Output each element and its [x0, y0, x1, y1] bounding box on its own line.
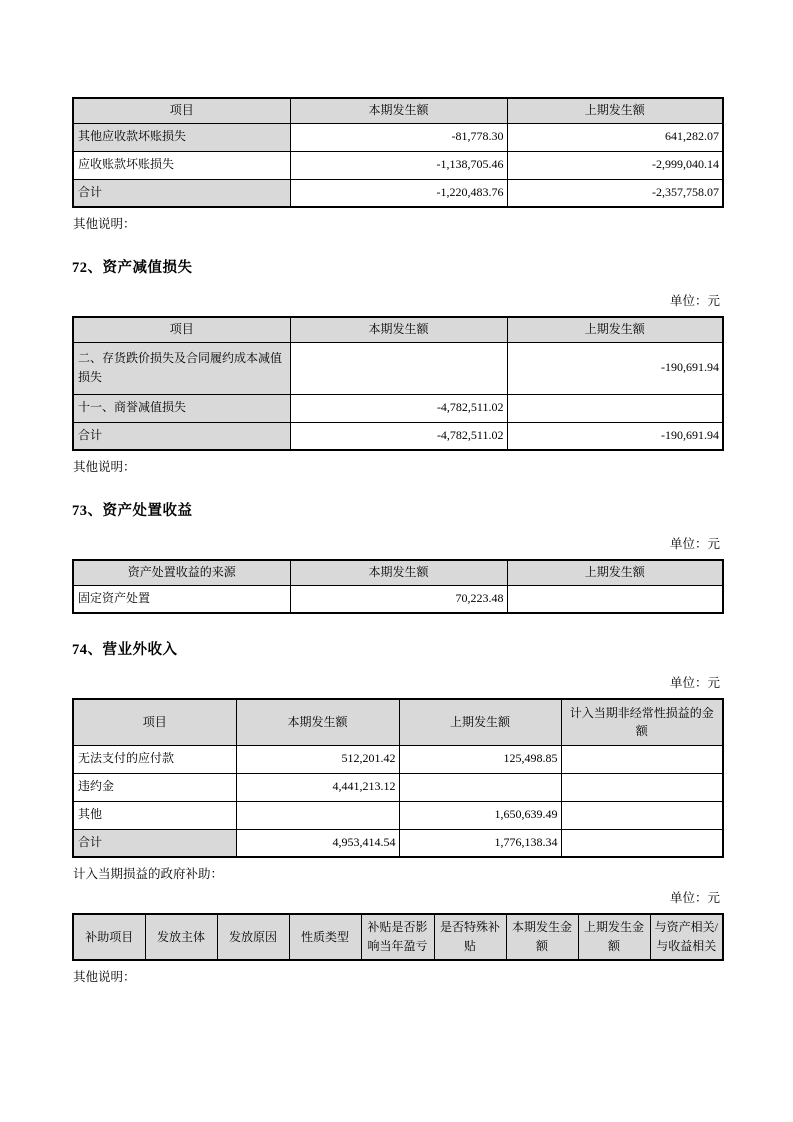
unit-label: 单位：元 — [669, 294, 720, 308]
amount-nonrecurring — [561, 745, 723, 773]
amount-current: -4,782,511.02 — [290, 422, 507, 450]
table-row — [73, 801, 723, 829]
table-row-total — [73, 179, 723, 207]
table-row — [73, 123, 723, 151]
amount-prior: 1,776,138.34 — [399, 829, 561, 857]
gov-grant-intro: 计入当期损益的政府补助： — [73, 867, 224, 881]
unit-label: 单位：元 — [669, 891, 720, 905]
amount-prior: -2,999,040.14 — [507, 151, 723, 179]
amount-nonrecurring — [561, 801, 723, 829]
row-label: 合计 — [73, 422, 290, 450]
row-label: 应收账款坏账损失 — [73, 151, 290, 179]
credit-loss-table — [72, 97, 724, 208]
amount-current: 512,201.42 — [236, 745, 399, 773]
amount-current: -81,778.30 — [290, 123, 507, 151]
column-header-asset-income-related: 与资产相关/与收益相关 — [650, 914, 723, 960]
amount-nonrecurring — [561, 773, 723, 801]
page-content — [72, 97, 722, 985]
amount-current: 4,953,414.54 — [236, 829, 399, 857]
amount-prior: -190,691.94 — [507, 422, 723, 450]
other-notes-label: 其他说明： — [73, 460, 136, 474]
column-header-grantor: 发放主体 — [145, 914, 217, 960]
row-label: 二、存货跌价损失及合同履约成本减值损失 — [73, 342, 290, 394]
asset-disposal-table — [72, 559, 724, 614]
column-header-grant-item: 补助项目 — [73, 914, 145, 960]
column-header-prior: 上期发生额 — [507, 317, 723, 342]
table-header-row — [73, 98, 723, 123]
amount-prior — [507, 394, 723, 422]
column-header-item: 项目 — [73, 98, 290, 123]
column-header-special: 是否特殊补贴 — [434, 914, 506, 960]
row-label: 合计 — [73, 829, 236, 857]
amount-current: 4,441,213.12 — [236, 773, 399, 801]
table-header-row — [73, 560, 723, 585]
amount-nonrecurring — [561, 829, 723, 857]
column-header-current-amount: 本期发生金额 — [506, 914, 578, 960]
column-header-affects-pnl: 补贴是否影响当年盈亏 — [361, 914, 434, 960]
table-header-row — [73, 317, 723, 342]
gov-grant-table — [72, 913, 724, 961]
table-row-total — [73, 422, 723, 450]
row-label: 违约金 — [73, 773, 236, 801]
column-header-current: 本期发生额 — [290, 560, 507, 585]
amount-current: -1,138,705.46 — [290, 151, 507, 179]
row-label: 合计 — [73, 179, 290, 207]
column-header-current: 本期发生额 — [236, 699, 399, 745]
row-label: 十一、商誉减值损失 — [73, 394, 290, 422]
row-label: 其他应收款坏账损失 — [73, 123, 290, 151]
non-operating-income-table — [72, 698, 724, 858]
row-label: 无法支付的应付款 — [73, 745, 236, 773]
column-header-source: 资产处置收益的来源 — [73, 560, 290, 585]
table-row — [73, 773, 723, 801]
unit-label: 单位：元 — [669, 676, 720, 690]
table-header-row — [73, 914, 723, 960]
column-header-reason: 发放原因 — [217, 914, 289, 960]
table-row — [73, 394, 723, 422]
amount-current — [290, 342, 507, 394]
table-row — [73, 151, 723, 179]
column-header-prior: 上期发生额 — [507, 98, 723, 123]
column-header-item: 项目 — [73, 317, 290, 342]
table-row — [73, 342, 723, 394]
amount-prior: -2,357,758.07 — [507, 179, 723, 207]
amount-prior: 1,650,639.49 — [399, 801, 561, 829]
amount-prior: 125,498.85 — [399, 745, 561, 773]
amount-current: -4,782,511.02 — [290, 394, 507, 422]
asset-impairment-table — [72, 316, 724, 451]
section-74-title: 74、营业外收入 — [72, 642, 178, 658]
other-notes-label: 其他说明： — [73, 217, 136, 231]
row-label: 固定资产处置 — [73, 585, 290, 613]
column-header-prior: 上期发生额 — [507, 560, 723, 585]
other-notes-label: 其他说明： — [73, 970, 136, 984]
amount-current — [236, 801, 399, 829]
table-row-total — [73, 829, 723, 857]
amount-current: 70,223.48 — [290, 585, 507, 613]
amount-current: -1,220,483.76 — [290, 179, 507, 207]
amount-prior — [507, 585, 723, 613]
column-header-prior: 上期发生额 — [399, 699, 561, 745]
column-header-item: 项目 — [73, 699, 236, 745]
column-header-nonrecurring: 计入当期非经常性损益的金额 — [561, 699, 723, 745]
amount-prior: -190,691.94 — [507, 342, 723, 394]
section-72-title: 72、资产减值损失 — [72, 260, 193, 276]
amount-prior — [399, 773, 561, 801]
table-row — [73, 585, 723, 613]
unit-label: 单位：元 — [669, 537, 720, 551]
amount-prior: 641,282.07 — [507, 123, 723, 151]
column-header-current: 本期发生额 — [290, 98, 507, 123]
table-row — [73, 745, 723, 773]
row-label: 其他 — [73, 801, 236, 829]
table-header-row — [73, 699, 723, 745]
section-73-title: 73、资产处置收益 — [72, 503, 193, 519]
column-header-nature: 性质类型 — [289, 914, 361, 960]
column-header-prior-amount: 上期发生金额 — [578, 914, 650, 960]
column-header-current: 本期发生额 — [290, 317, 507, 342]
